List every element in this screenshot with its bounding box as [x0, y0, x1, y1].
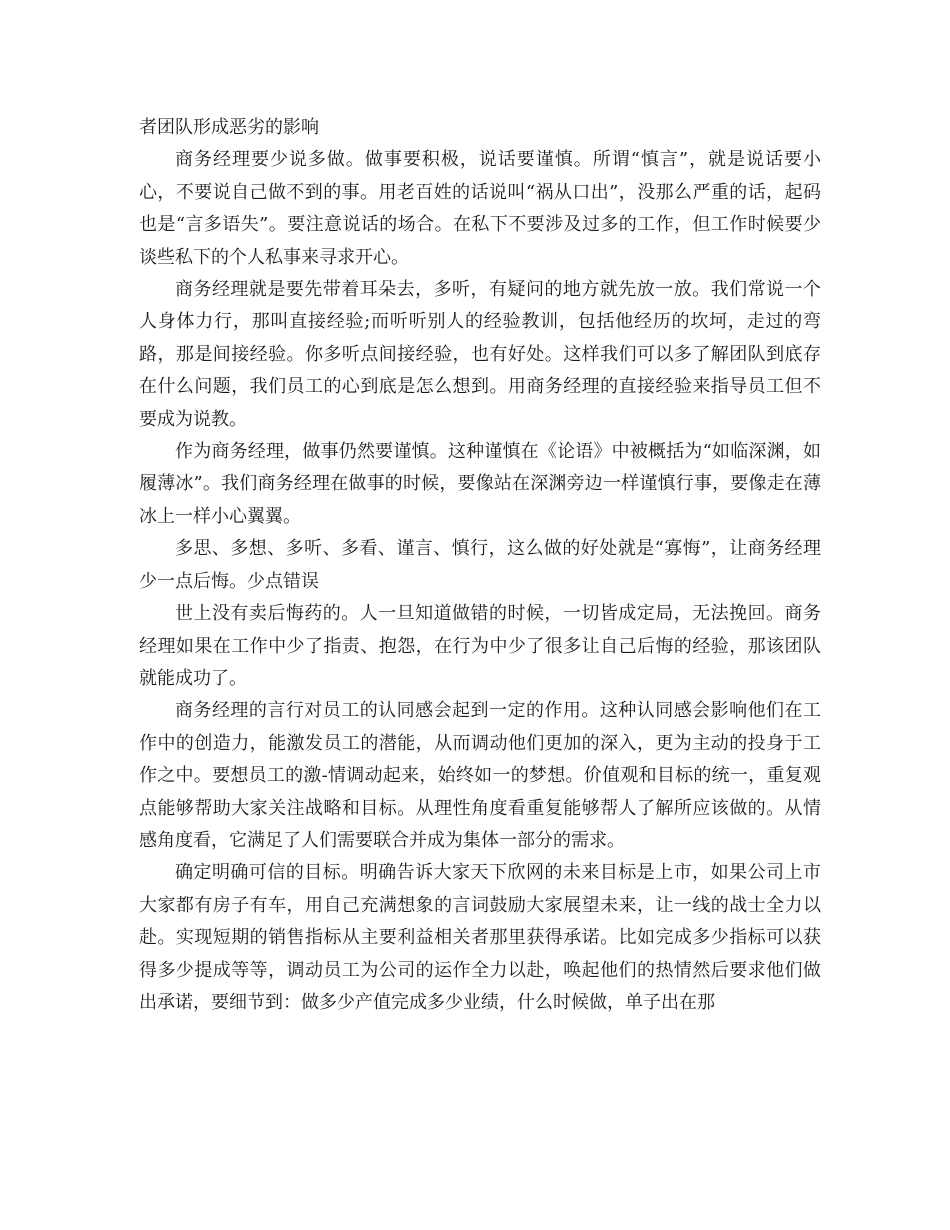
paragraph-clear-goals: 确定明确可信的目标。明确告诉大家天下欣网的未来目标是上市，如果公司上市大家都有房子有车，用自己充满想象的言词鼓励大家展望未来，让一线的战士全力以赴。实现短期的销售指标从主要利益相关者那里获得承诺。比如完成多少指标可以获得多少提成等等，调动员工为公司的运作全力以赴，唤起他们的热情然后要求他们做出承诺，要细节到：做多少产值完成多少业绩，什么时候做，单子出在那: [139, 862, 821, 1013]
paragraph-act-carefully: 作为商务经理，做事仍然要谨慎。这种谨慎在《论语》中被概括为“如临深渊，如履薄冰”。我们商务经理在做事的时候，要像站在深渊旁边一样谨慎行事，要像走在薄冰上一样小心翼翼。: [139, 441, 821, 527]
paragraph-identification: 商务经理的言行对员工的认同感会起到一定的作用。这种认同感会影响他们在工作中的创造力，能激发员工的潜能，从而调动他们更加的深入，更为主动的投身于工作之中。要想员工的激-情调动起来，始终如一的梦想。价值观和目标的统一，重复观点能够帮助大家关注战略和目标。从理性角度看重复能够帮人了解所应该做的。从情感角度看，它满足了人们需要联合并成为集体一部分的需求。: [139, 700, 821, 851]
paragraph-continuation: 者团队形成恶劣的影响: [139, 117, 319, 138]
document-page: [139, 112, 821, 1019]
paragraph-speak-carefully: 商务经理要少说多做。做事要积极，说话要谨慎。所谓“慎言”，就是说话要小心，不要说自己做不到的事。用老百姓的话说叫“祸从口出”，没那么严重的话，起码也是“言多语失”。要注意说话的场合。在私下不要涉及过多的工作，但工作时候要少谈些私下的个人私事来寻求开心。: [139, 149, 821, 268]
paragraph-fewer-regrets: 多思、多想、多听、多看、谨言、慎行，这么做的好处就是“寡悔”，让商务经理少一点后悔。少点错误: [139, 538, 821, 592]
paragraph-listen-first: 商务经理就是要先带着耳朵去，多听，有疑问的地方就先放一放。我们常说一个人身体力行，那叫直接经验;而听听别人的经验教训，包括他经历的坎坷，走过的弯路，那是间接经验。你多听点间接经验，也有好处。这样我们可以多了解团队到底存在什么问题，我们员工的心到底是怎么想到。用商务经理的直接经验来指导员工但不要成为说教。: [139, 279, 821, 430]
paragraph-no-regret-medicine: 世上没有卖后悔药的。人一旦知道做错的时候，一切皆成定局，无法挽回。商务经理如果在工作中少了指责、抱怨，在行为中少了很多让自己后悔的经验，那该团队就能成功了。: [139, 603, 821, 689]
